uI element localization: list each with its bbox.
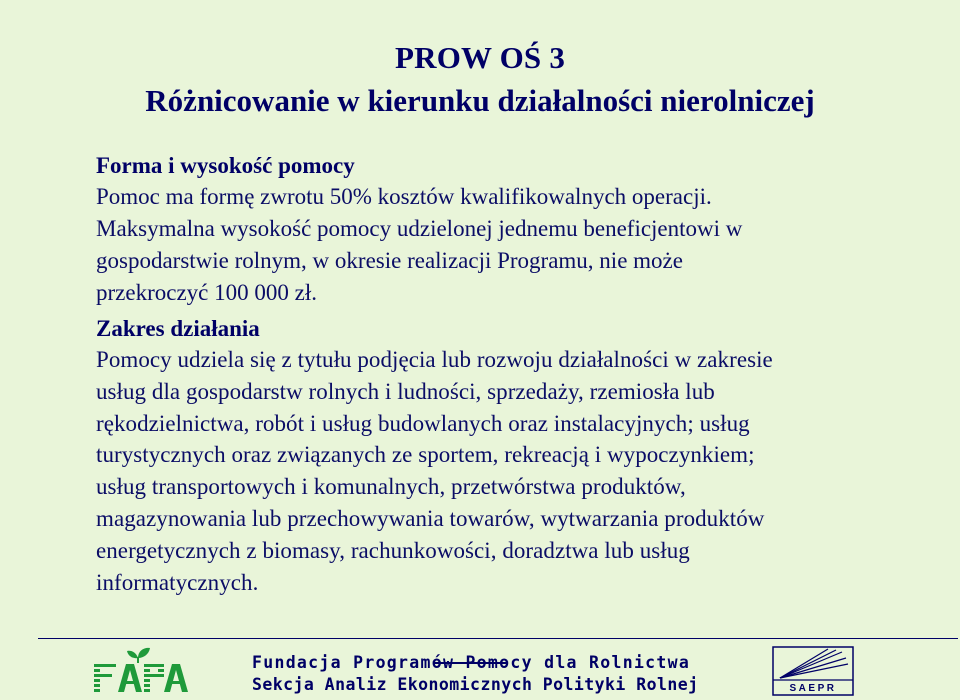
footer-foundation-name: Fundacja Programów Pomocy dla Rolnictwa — [252, 653, 691, 672]
fapa-logo-wordmark: FAPA — [140, 695, 144, 696]
footer-strike-mark — [434, 662, 506, 664]
paragraph-line: gospodarstwie rolnym, w okresie realizacji Programu, nie może — [96, 248, 683, 273]
section-heading: Forma i wysokość pomocy — [96, 153, 355, 178]
paragraph-line: Maksymalna wysokość pomocy udzielonej jednemu beneficjentowi w — [96, 216, 743, 241]
paragraph-line: turystycznych oraz związanych ze sportem, rekreacją i wypoczynkiem; — [96, 442, 755, 468]
saepr-logo-text: SAEPR — [789, 683, 837, 694]
paragraph-line: energetycznych z biomasy, rachunkowości, doradztwa lub usług — [96, 537, 690, 563]
paragraph-line: usług transportowych i komunalnych, przetwórstwa produktów, — [96, 474, 686, 500]
paragraph-line: rękodzielnictwa, robót i usług budowlanych oraz instalacyjnych; usług — [96, 410, 750, 436]
slide-subtitle: Różnicowanie w kierunku działalności nierolniczej — [145, 83, 815, 118]
fapa-logo — [92, 646, 192, 696]
footer-section-name: Sekcja Analiz Ekonomicznych Polityki Rolnej — [252, 675, 699, 694]
section-form-and-amount — [96, 150, 896, 309]
saepr-logo — [772, 646, 854, 696]
paragraph-line: usług dla gospodarstw rolnych i ludności, sprzedaży, rzemiosła lub — [96, 378, 715, 404]
paragraph-line: Pomoc ma formę zwrotu 50% kosztów kwalifikowalnych operacji. — [96, 184, 712, 209]
slide-title: PROW OŚ 3 — [394, 40, 566, 75]
paragraph-line: przekroczyć 100 000 zł. — [96, 280, 317, 305]
paragraph-line: magazynowania lub przechowywania towarów, wytwarzania produktów — [96, 505, 765, 531]
paragraph-line: informatycznych. — [96, 569, 259, 595]
paragraph-line: Pomocy udziela się z tytułu podjęcia lub rozwoju działalności w zakresie — [96, 347, 773, 372]
footer-divider — [38, 638, 958, 639]
section-heading: Zakres działania — [96, 316, 260, 341]
section-scope — [96, 313, 896, 598]
